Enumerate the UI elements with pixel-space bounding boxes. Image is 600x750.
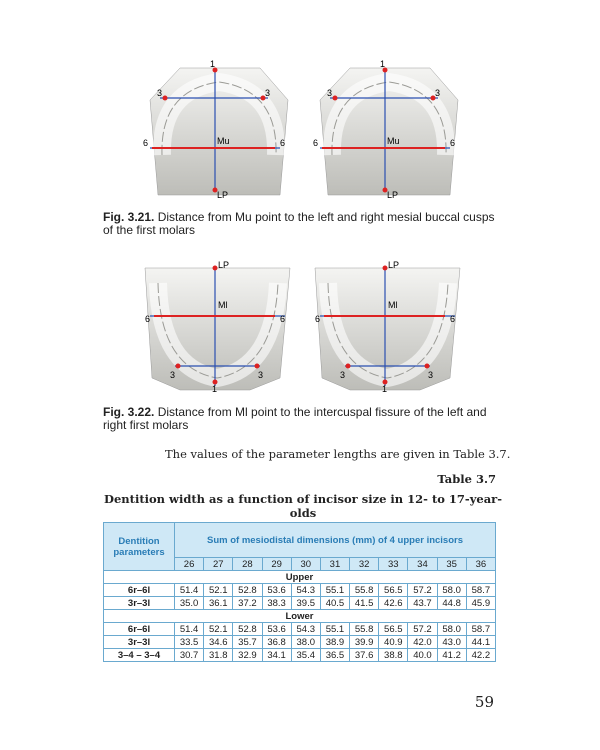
table-cell: 34.6 [204,636,233,649]
table-cell: 58.0 [437,584,466,597]
column-header: 30 [291,558,320,571]
param-header: Dentition parameters [104,523,175,571]
table-cell: 41.5 [350,597,379,610]
table-cell: 55.8 [350,584,379,597]
dentition-table [103,522,496,662]
table-cell: 55.1 [320,584,349,597]
table-cell: 53.6 [262,623,291,636]
upper-cast-right [313,60,458,200]
figure-3-21 [140,60,470,205]
fig2b-center-label: Ml [388,300,398,310]
table-cell: 55.8 [350,623,379,636]
table-row [104,584,496,597]
table-cell: 42.2 [466,649,495,662]
fig1-center-label: Mu [217,136,230,146]
fig1b-bottom-label: LP [387,190,399,200]
table-cell: 39.5 [291,597,320,610]
table-cell: 36.1 [204,597,233,610]
sum-header: Sum of mesiodistal dimensions (mm) of 4 upper incisors [175,523,496,558]
fig1b-molar-right: 6 [450,138,456,148]
table-cell: 58.7 [466,623,495,636]
fig1b-top-label: 1 [380,60,386,69]
upper-cast-left [143,60,288,200]
row-label: 3r–3l [104,636,175,649]
table-cell: 43.7 [408,597,437,610]
table-row [104,636,496,649]
page-number: 59 [474,693,494,711]
fig2b-left-label: 3 [340,370,346,380]
table-cell: 52.8 [233,623,262,636]
fig1-bottom-label: LP [217,190,229,200]
fig1-right-label: 3 [265,88,271,98]
table-cell: 38.0 [291,636,320,649]
fig-3-21-caption [103,211,503,237]
table-cell: 37.2 [233,597,262,610]
table-cell: 53.6 [262,584,291,597]
row-label: 3–4 – 3–4 [104,649,175,662]
table-row [104,597,496,610]
fig2b-molar-left: 6 [315,314,321,324]
fig-3-21-number: Fig. 3.21. [103,210,155,224]
table-cell: 40.9 [379,636,408,649]
column-header: 26 [175,558,204,571]
table-cell: 35.7 [233,636,262,649]
table-cell: 55.1 [320,623,349,636]
row-label: 3r–3l [104,597,175,610]
table-cell: 35.0 [175,597,204,610]
table-cell: 33.5 [175,636,204,649]
column-header: 34 [408,558,437,571]
row-label: 6r–6l [104,584,175,597]
fig2-molar-left: 6 [145,314,151,324]
fig1-molar-left: 6 [143,138,149,148]
table-cell: 58.7 [466,584,495,597]
column-header: 33 [379,558,408,571]
table-cell: 51.4 [175,623,204,636]
table-cell: 38.3 [262,597,291,610]
column-header: 27 [204,558,233,571]
fig1-top-label: 1 [210,60,216,69]
fig1-molar-right: 6 [280,138,286,148]
lower-cast-left [145,260,290,394]
table-cell: 35.4 [291,649,320,662]
column-header: 36 [466,558,495,571]
table-cell: 54.3 [291,584,320,597]
table-cell: 57.2 [408,584,437,597]
table-number: Table 3.7 [437,472,496,486]
table-cell: 57.2 [408,623,437,636]
fig-3-22-number: Fig. 3.22. [103,405,155,419]
table-cell: 52.1 [204,584,233,597]
table-cell: 31.8 [204,649,233,662]
table-cell: 40.0 [408,649,437,662]
fig2b-bottom-label: 1 [382,384,388,394]
section-label: Upper [104,571,496,584]
table-row [104,623,496,636]
table-cell: 36.5 [320,649,349,662]
fig1b-molar-left: 6 [313,138,319,148]
table-cell: 42.0 [408,636,437,649]
table-cell: 45.9 [466,597,495,610]
fig2-molar-right: 6 [280,314,286,324]
lower-cast-right [315,260,460,394]
table-cell: 51.4 [175,584,204,597]
fig2-left-label: 3 [170,370,176,380]
table-title-line-1: Dentition width as a function of incisor size in 12- to 17-year-olds [104,492,502,520]
fig-3-22-caption [103,406,503,432]
fig2-bottom-label: 1 [212,384,218,394]
table-cell: 42.6 [379,597,408,610]
column-header: 31 [320,558,349,571]
fig2b-molar-right: 6 [450,314,456,324]
fig2b-right-label: 3 [428,370,434,380]
fig2-center-label: Ml [218,300,228,310]
table-cell: 41.2 [437,649,466,662]
table-cell: 52.8 [233,584,262,597]
table-cell: 32.9 [233,649,262,662]
table-cell: 44.8 [437,597,466,610]
fig2-right-label: 3 [258,370,264,380]
section-row [104,571,496,584]
table-row [104,649,496,662]
fig2b-top-label: LP [388,260,400,270]
table-cell: 34.1 [262,649,291,662]
table-cell: 38.8 [379,649,408,662]
table-cell: 38.9 [320,636,349,649]
fig1-left-label: 3 [157,88,163,98]
fig2-top-label: LP [218,260,230,270]
column-header: 29 [262,558,291,571]
row-label: 6r–6l [104,623,175,636]
table-cell: 43.0 [437,636,466,649]
fig1b-right-label: 3 [435,88,441,98]
table-cell: 37.6 [350,649,379,662]
fig1b-center-label: Mu [387,136,400,146]
table-cell: 58.0 [437,623,466,636]
section-label: Lower [104,610,496,623]
body-paragraph: The values of the parameter lengths are given in Table 3.7. [165,447,511,461]
column-header: 28 [233,558,262,571]
table-cell: 52.1 [204,623,233,636]
fig1b-left-label: 3 [327,88,333,98]
table-cell: 40.5 [320,597,349,610]
table-cell: 44.1 [466,636,495,649]
section-row [104,610,496,623]
table-cell: 54.3 [291,623,320,636]
fig-3-22-text: Distance from Ml point to the intercuspal fissure of the left and right first molars [103,405,487,432]
column-header: 35 [437,558,466,571]
table-cell: 30.7 [175,649,204,662]
table-cell: 56.5 [379,584,408,597]
fig-3-21-text: Distance from Mu point to the left and right mesial buccal cusps of the first molars [103,210,495,237]
column-header: 32 [350,558,379,571]
table-cell: 36.8 [262,636,291,649]
table-cell: 39.9 [350,636,379,649]
table-cell: 56.5 [379,623,408,636]
figure-3-22 [140,258,470,398]
